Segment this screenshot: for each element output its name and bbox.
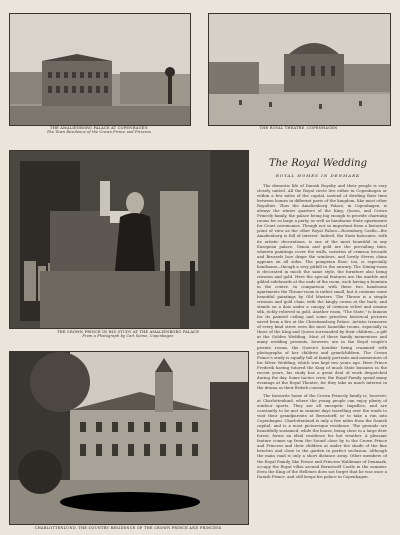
royal-theatre-photo — [208, 13, 391, 126]
article-title: The Royal Wedding — [269, 158, 367, 169]
charlottenlund-photo — [9, 351, 249, 525]
crown-prince-subcaption: From a Photograph by Carl Sonne, Copenhagen — [82, 334, 174, 339]
amalienborg-caption: THE AMALIENBORG PALACE AT COPENHAGEN The Town Residence of the Crown Prince and Princess — [9, 126, 189, 135]
crown-prince-caption: THE CROWN PRINCE IN HIS STUDY AT THE AMALIENBORG PALACE From a Photograph by Carl Sonne, Copenhagen — [9, 330, 247, 339]
crown-prince-study-photo — [9, 150, 249, 329]
article-paragraph: The domestic life of Danish Royalty and their people is very closely united. All the Royal circle live either in Copenhagen or within a few miles of the capital, instead of dividing their time between homes in different parts of the kingdom, like most other Royalties. Thus the Amalienborg Palace, in Copenhagen, is always the winter quarters of the King, Queen, and Crown Princely family, the palace being big enough to provide charming rooms for so large a party, as well as handsome State apartments for Court ceremonies. Though not so important from a historical point of view as the other Royal Palace—Rosenborg Castle—the Amalienborg is full of interest. Indeed, the State balconies, with its artistic decorations, is one of the most beautiful in any European palace. Genoa and gold are the prevailing tints, wherein paintings cover the walls, varieties of crimson brocade and Brussels lace drape the windows, and lovely Sèvres china appears on all sides. The pompeian floor, too, is especially handsome—though a very pitfall to the unwary. The Dining-room is decorated in much the same style, the furniture also being crimson and gold. Here the special features are the marble and gilded sideboards at the ends of the room, each having a fountain in the centre. In comparison with these two handsome apartments the Throne-room is rather small, but it contains some beautiful paintings by Old Masters. The Throne is a simple crimson and gold chair, with the kingly crown at the back, and stands on a dais under a canopy of crimson velvet and ermine silk, richly relieved in gold. Another room, "The State," is famous for its painted ceiling and some priceless historical pictures saved from a fire at the Christiansborg Palace. Artistic treasures of every kind strew even the most homelike rooms, especially in those of the King and Queen surrounded by their children—a gift at the Golden Wedding. Most of these family mementoes and many wedding presents, however, are in the Royal couple's private rooms, the Queen's boudoir being crammed with photographs of her children and grandchildren. The Crown Prince's study is equally full of family portraits and mementoes of his Silver Wedding, which was kept two years ago. Here Prince Frederik having tutored the King of much State business in the recent years, his study has a great deal of work despatched during the day. Some tactics crew, the Royal Family spend many evenings at the Royal Theatre, for they take as much interest in the drama as their British cousins. — [257, 183, 387, 390]
article-body — [257, 183, 387, 528]
article-paragraph: The favourite home of the Crown Princely family is, however, at Charlottenlund, where the young people can enjoy plenty of outdoor sports. They are all energetic Impellics, and are constantly to be met in sunnier days travelling over the roads to visit their grandparents at Bernstorff, or to take a run into Copenhagen. Charlottenlund is only a few miles from the Danish capital, and is a most picturesque residence. The grounds are beautifully sustained, while the house, being close to a large deer forest, forms an ideal residence for hot weather. A pleasant feature comes up from the Sound close by to the Crown Prince and Princess and their children at under the shade of the fine beeches and close to the garden in perfect seclusion, although the main road is only a short distance away. Other members of the Royal Family, like Prince and Princess Waldemar of Denmark, occupy the Royal villas around Bernstorff Castle in the summer. Even the King of the Hellenes does not forget that he was once a Danish Prince, and still keeps his palace in Copenhagen. — [257, 392, 387, 479]
royal-theatre-caption: THE ROYAL THEATRE, COPENHAGEN — [259, 126, 338, 130]
article-subtitle: ROYAL HOMES IN DENMARK — [275, 173, 361, 178]
charlottenlund-caption: CHARLOTTENLUND, THE COUNTRY RESIDENCE OF THE CROWN PRINCE AND PRINCESS — [34, 526, 222, 530]
amalienborg-palace-photo — [9, 13, 191, 126]
amalienborg-subcaption: The Town Residence of the Crown Prince and Princess — [46, 130, 152, 135]
